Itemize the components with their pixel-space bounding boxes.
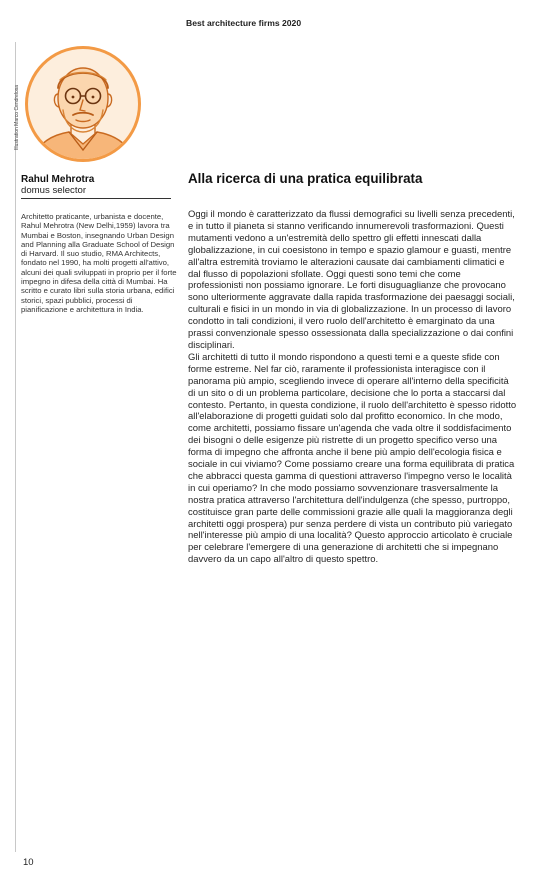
article-body: [188, 209, 518, 566]
author-bio: Architetto praticante, urbanista e docente, Rahul Mehrotra (New Delhi,1959) lavora tra Mumbai e Boston, insegnando Urban Design and Planning alla Graduate School of Design di Harvard. Il suo studio, RMA Architects, fondato nel 1990, ha molti progetti all'attivo, alcuni dei quali sviluppati in proprio per il forte impegno in difesa della città di Mumbai. Ha scritto e curato libri sulla storia urbana, edifici storici, spazi pubblici, processi di pianificazione e architettura in India.: [21, 212, 177, 314]
portrait-illustration: [23, 44, 143, 164]
page-number: 10: [23, 857, 34, 868]
article-title: Alla ricerca di una pratica equilibrata: [188, 171, 423, 186]
illustration-credit: Illustration Marco Cendrelosa: [14, 84, 20, 150]
margin-rule: [15, 42, 16, 852]
sidebar-divider: [21, 198, 171, 199]
author-role: domus selector: [21, 185, 87, 196]
article-paragraph: Oggi il mondo è caratterizzato da flussi demografici su livelli senza precedenti, e in tutto il pianeta si stanno verificando innumerevoli trasformazioni. Questi mutamenti vedono a un'estremità dello spettro gli effetti innescati dalla globalizzazione, in cui coesistono in tempo e spazio glamour e guasti, mentre all'altra estremità troviamo le alterazioni causate dai cambiamenti climatici e dal flusso di popolazioni sfollate. Oggi questi sono temi che come professionisti non possiamo ignorare. Le forti disuguaglianze che provocano sono ulteriormente aggravate dalla rapida trasformazione dei paesaggi sociali, culturali e fisici in un mondo in via di globalizzazione. In un processo di lavoro condotto in tali condizioni, il vero ruolo dell'architetto è emarginato da una prassi convenzionale spesso ossessionata dalla specializzazione o dai confini disciplinari.: [188, 209, 515, 351]
article-paragraph: Gli architetti di tutto il mondo rispondono a questi temi e a queste sfide con forme estreme. Nel far ciò, raramente il professionista interagisce con il panorama più ampio, scegliendo invece di operare all'interno della specificità di un sito o di un problema particolare, decisione che lo porta a staccarsi dal contesto. Pertanto, in questa condizione, il ruolo dell'architetto è spesso ridotto all'elaborazione di progetti guidati solo dal profitto economico. In che modo, come architetti, possiamo fissare un'agenda che vada oltre il soddisfacimento dei bisogni o delle esigenze più ristrette di un progetto specifico verso una forma di impegno che affronta anche il bene più ampio dell'ecologia fisica e sociale in cui viviamo? Come possiamo creare una forma equilibrata di pratica che abbracci questa gamma di questioni attraverso l'impegno verso le località in cui operiamo? In che modo possiamo sovvenzionare trasversalmente la nostra pratica attraverso l'architettura dell'indulgenza (che spesso, purtroppo, costituisce gran parte delle commissioni grazie alle quali la maggioranza degli architetti oggi prospera) pur senza perdere di vista un contributo più variegato nell'interesse più ampio di una località? Questo approccio articolato è cruciale per celebrare l'emergere di una generazione di architetti che si impegnano davvero da un capo all'altro di questo spettro.: [188, 351, 517, 566]
author-name: Rahul Mehrotra: [21, 174, 95, 185]
page-header-title: Best architecture firms 2020: [186, 18, 302, 28]
